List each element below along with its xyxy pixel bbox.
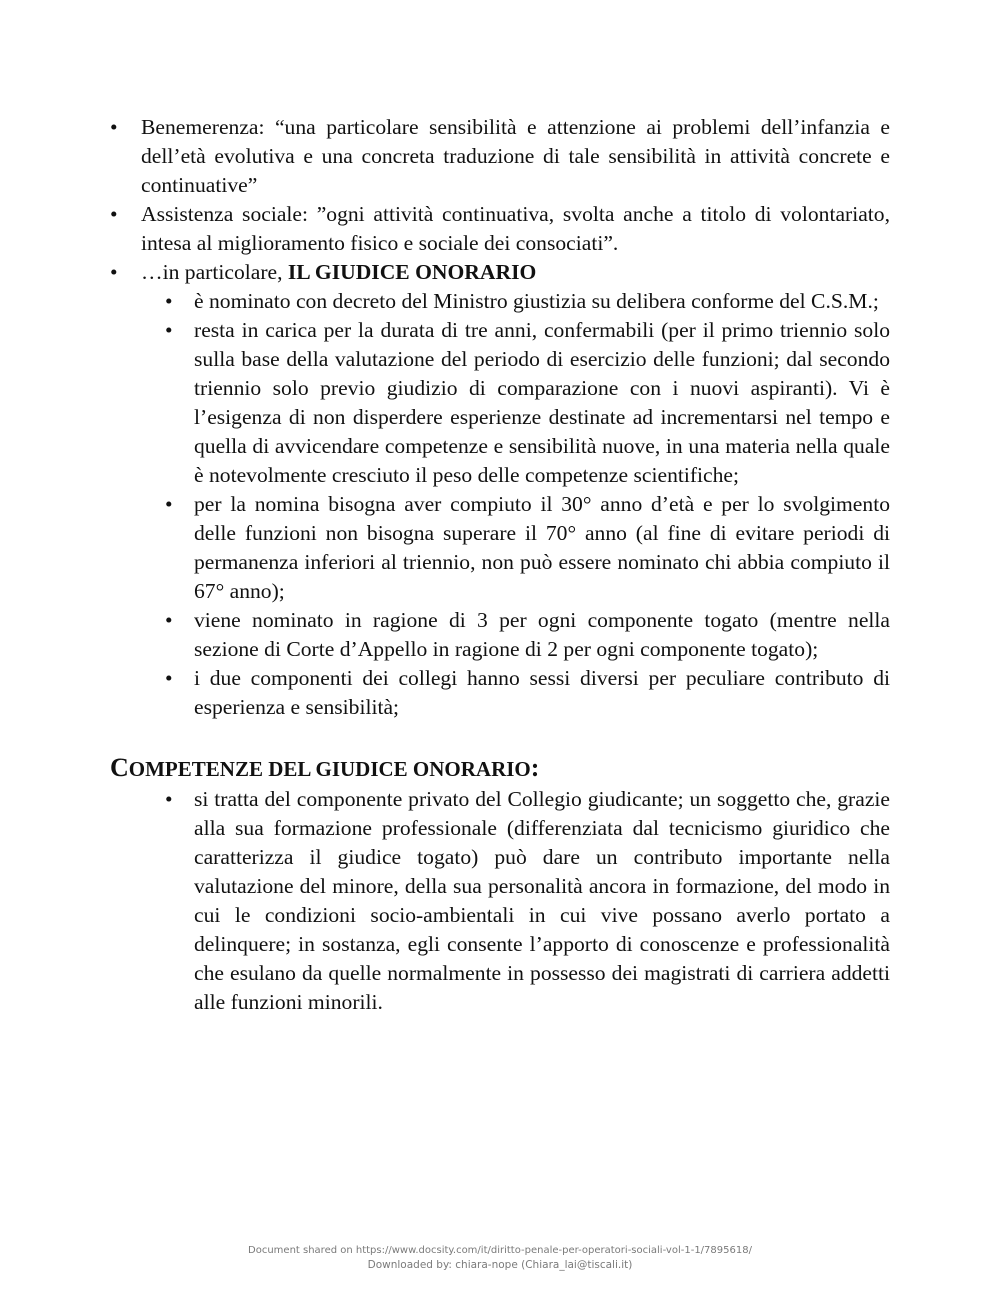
list-item: [165, 490, 890, 606]
footer-downloaded-by: Downloaded by: chiara-nope (Chiara_lai@tiscali.it): [367, 1259, 633, 1271]
list-item-giudice-onorario: [110, 258, 890, 287]
bullet: •: [165, 289, 173, 313]
footer-shared-link[interactable]: Document shared on https://www.docsity.com/it/diritto-penale-per-operatori-sociali-vol-1-1/7895618/: [248, 1245, 752, 1256]
list-item-text: è nominato con decreto del Ministro giustizia su delibera conforme del C.S.M.;: [194, 289, 879, 313]
heading-smallcaps: OMPETENZE DEL GIUDICE ONORARIO: [128, 757, 531, 781]
bullet: •: [165, 608, 173, 632]
list-item-text: viene nominato in ragione di 3 per ogni componente togato (mentre nella sezione di Corte d’Appello in ragione di 2 per ogni componente togato);: [194, 608, 890, 661]
bullet: •: [165, 318, 173, 342]
document-body: [110, 113, 890, 1017]
list-item-bold-text: IL GIUDICE ONORARIO: [287, 260, 537, 284]
heading-initial: C: [110, 753, 129, 782]
giudice-onorario-list: [110, 287, 890, 722]
list-item-text: resta in carica per la durata di tre anni, confermabili (per il primo triennio solo sulla base della valutazione del periodo di esercizio delle funzioni; dal secondo triennio solo previo giudizio di comparazione con i nuovi aspiranti). Vi è l’esigenza di non disperdere esperienze destinate ad incrementarsi nel tempo e quella di avvicendare competenze e sensibilità nuove, in una materia nella quale è notevolmente cresciuto il peso delle competenze scientifiche;: [194, 318, 890, 487]
bullet: •: [165, 787, 173, 811]
list-item: [165, 287, 890, 316]
competenze-list: [110, 785, 890, 1017]
bullet: •: [110, 260, 118, 284]
list-item: [165, 785, 890, 1017]
section-heading: [110, 752, 890, 785]
list-item-text: Benemerenza: “una particolare sensibilità e attenzione ai problemi dell’infanzia e dell’età evolutiva e una concreta traduzione di tale sensibilità in attività concrete e continuative”: [141, 115, 890, 197]
bullet: •: [110, 115, 118, 139]
list-item: [165, 606, 890, 664]
bullet: •: [165, 492, 173, 516]
bullet: •: [165, 666, 173, 690]
heading-colon: :: [530, 753, 540, 782]
definitions-list: [110, 113, 890, 287]
list-item-text: per la nomina bisogna aver compiuto il 30° anno d’età e per lo svolgimento delle funzioni non bisogna superare il 70° anno (al fine di evitare periodi di permanenza inferiori al triennio, non può essere nominato chi abbia compiuto il 67° anno);: [194, 492, 890, 603]
list-item-text: …in particolare,: [141, 260, 288, 284]
list-item-benemerenza: [110, 113, 890, 200]
list-item-text: Assistenza sociale: ”ogni attività continuativa, svolta anche a titolo di volontariato, intesa al miglioramento fisico e sociale dei consociati”.: [141, 202, 890, 255]
list-item-text: i due componenti dei collegi hanno sessi diversi per peculiare contributo di esperienza e sensibilità;: [194, 666, 890, 719]
bullet: •: [110, 202, 118, 226]
list-item-text: si tratta del componente privato del Collegio giudicante; un soggetto che, grazie alla sua formazione professionale (differenziata dal tecnicismo giuridico che caratterizza il giudice togato) può dare un contributo importante nella valutazione del minore, della sua personalità ancora in formazione, del modo in cui le condizioni socio-ambientali in cui vive possano averlo portato a delinquere; in sostanza, egli consente l’apporto di conoscenze e professionalità che esulano da quelle normalmente in possesso dei magistrati di carriera addetti alle funzioni minorili.: [194, 787, 890, 1014]
list-item-assistenza-sociale: [110, 200, 890, 258]
list-item: [165, 316, 890, 490]
list-item: [165, 664, 890, 722]
